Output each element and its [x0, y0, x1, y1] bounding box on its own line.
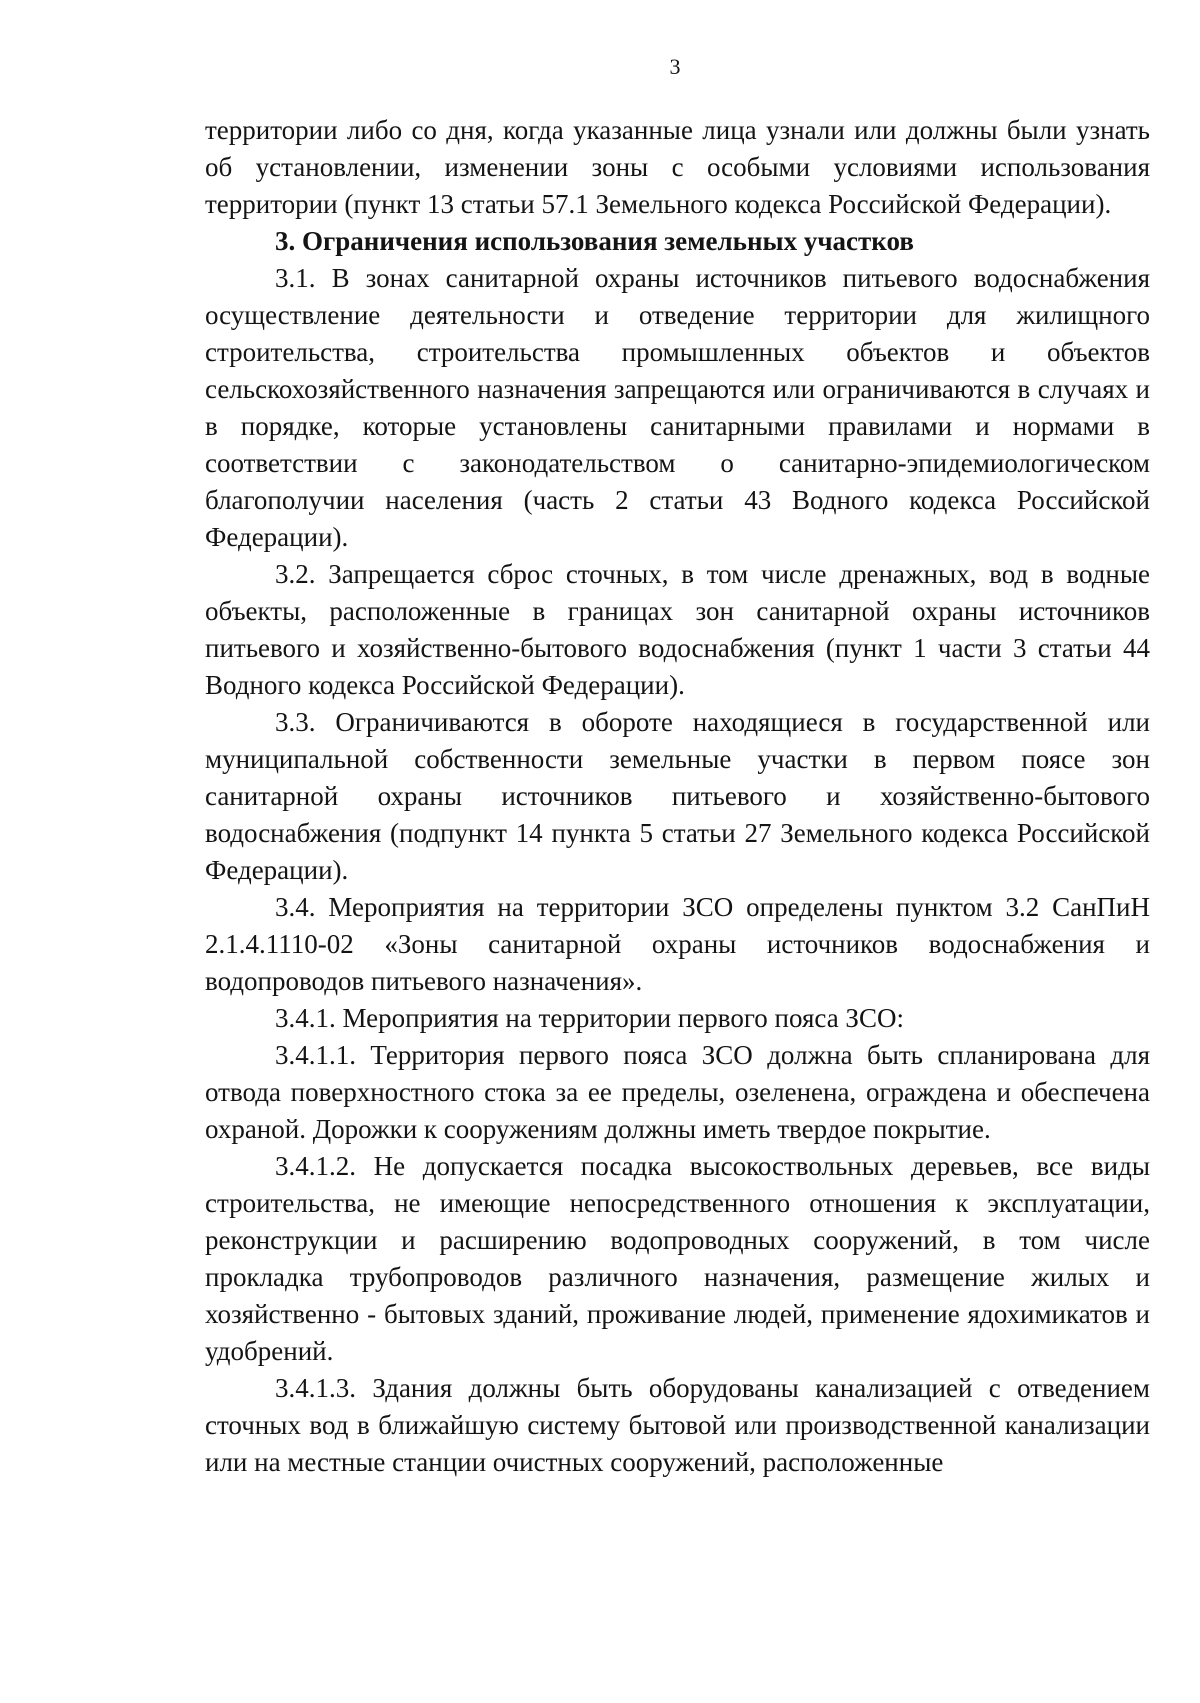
paragraph-3-4-1-2: 3.4.1.2. Не допускается посадка высокоствольных деревьев, все виды строительства, не имеющие непосредственного отношения к эксплуатации, реконструкции и расширению водопроводных сооружений, в том числе прокладка трубопроводов различного назначения, размещение жилых и хозяйственно - бытовых зданий, проживание людей, применение ядохимикатов и удобрений.	[205, 1151, 1150, 1366]
paragraph-3-4-1-3: 3.4.1.3. Здания должны быть оборудованы канализацией с отведением сточных вод в ближайшую систему бытовой или производственной канализации или на местные станции очистных сооружений, расположенные	[205, 1373, 1150, 1477]
paragraph-3-4-1: 3.4.1. Мероприятия на территории первого пояса ЗСО:	[275, 1003, 904, 1033]
paragraph-continuation: территории либо со дня, когда указанные лица узнали или должны были узнать об установлении, изменении зоны с особыми условиями использования территории (пункт 13 статьи 57.1 Земельного кодекса Российской Федерации).	[205, 115, 1150, 219]
paragraph-3-4: 3.4. Мероприятия на территории ЗСО определены пунктом 3.2 СанПиН 2.1.4.1110-02 «Зоны санитарной охраны источников водоснабжения и водопроводов питьевого назначения».	[205, 892, 1150, 996]
paragraph-3-3: 3.3. Ограничиваются в обороте находящиеся в государственной или муниципальной собственности земельные участки в первом поясе зон санитарной охраны источников питьевого и хозяйственно-бытового водоснабжения (подпункт 14 пункта 5 статьи 27 Земельного кодекса Российской Федерации).	[205, 707, 1150, 885]
document-body	[205, 112, 1150, 1481]
page-number: 3	[669, 54, 681, 79]
paragraph-3-2: 3.2. Запрещается сброс сточных, в том числе дренажных, вод в водные объекты, расположенные в границах зон санитарной охраны источников питьевого и хозяйственно-бытового водоснабжения (пункт 1 части 3 статьи 44 Водного кодекса Российской Федерации).	[205, 559, 1150, 700]
paragraph-3-4-1-1: 3.4.1.1. Территория первого пояса ЗСО должна быть спланирована для отвода поверхностного стока за ее пределы, озеленена, ограждена и обеспечена охраной. Дорожки к сооружениям должны иметь твердое покрытие.	[205, 1040, 1150, 1144]
paragraph-3-1: 3.1. В зонах санитарной охраны источников питьевого водоснабжения осуществление деятельности и отведение территории для жилищного строительства, строительства промышленных объектов и объектов сельскохозяйственного назначения запрещаются или ограничиваются в случаях и в порядке, которые установлены санитарными правилами и нормами в соответствии с законодательством о санитарно-эпидемиологическом благополучии населения (часть 2 статьи 43 Водного кодекса Российской Федерации).	[205, 263, 1150, 552]
section-heading: 3. Ограничения использования земельных участков	[275, 226, 914, 256]
